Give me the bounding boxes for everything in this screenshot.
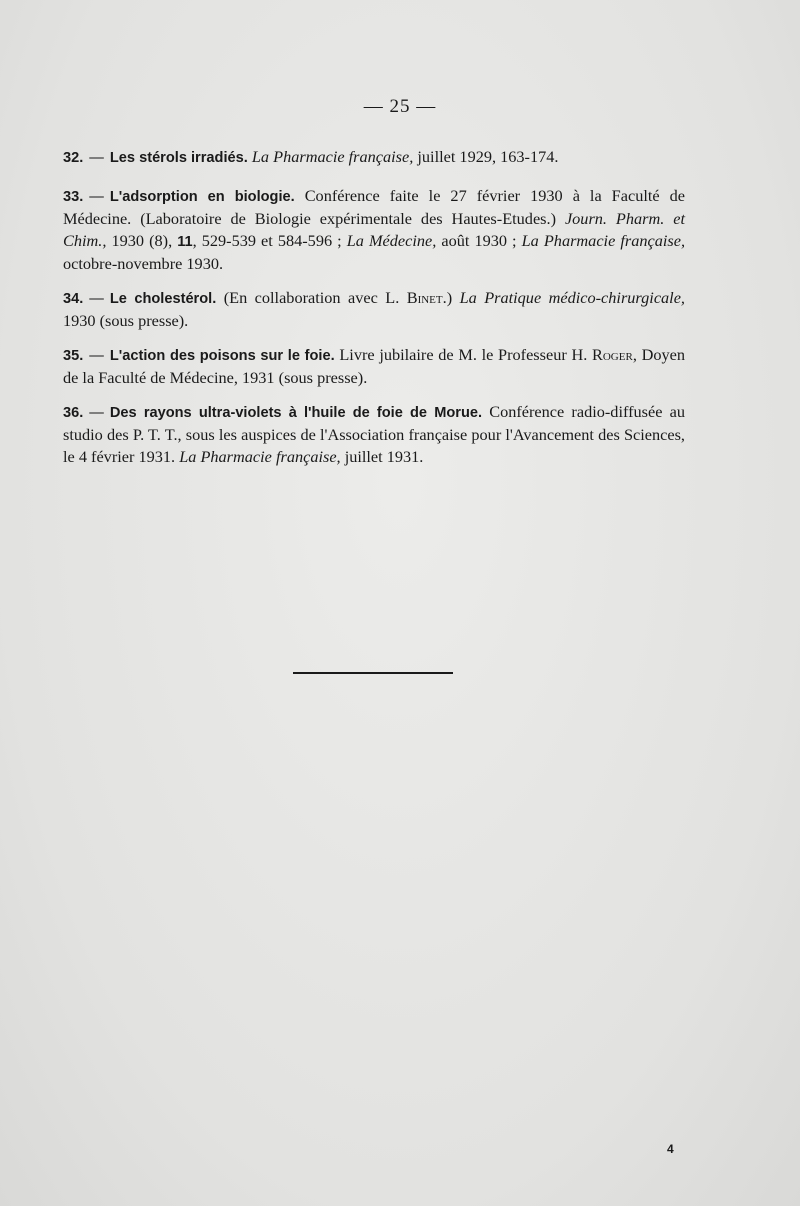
entry-dash: — bbox=[89, 150, 104, 166]
bibliography-entry bbox=[63, 344, 685, 389]
entry-title: L'adsorption en biologie. bbox=[109, 189, 295, 205]
entry-text: août 1930 ; bbox=[436, 231, 522, 250]
entry-number: 34. bbox=[63, 291, 84, 307]
bibliography-entry bbox=[63, 287, 685, 332]
bibliography-list bbox=[63, 146, 685, 480]
bibliography-entry bbox=[63, 185, 685, 275]
entry-dash: — bbox=[89, 189, 104, 205]
entry-title: Le cholestérol. bbox=[109, 291, 217, 307]
entry-title: Les stérols irradiés. bbox=[109, 150, 248, 166]
entry-text: juillet 1931. bbox=[340, 447, 424, 466]
signature-mark: 4 bbox=[667, 1142, 674, 1156]
entry-title: L'action des poisons sur le foie. bbox=[109, 348, 335, 364]
journal-name: La Pharmacie française, bbox=[179, 447, 341, 466]
entry-title: Des rayons ultra-violets à l'huile de foie de Morue. bbox=[109, 405, 483, 421]
journal-name: La Pharmacie française, bbox=[521, 231, 686, 250]
journal-name: La Pharmacie française, bbox=[251, 147, 414, 166]
entry-dash: — bbox=[89, 348, 104, 364]
entry-text: 1930 (8), bbox=[106, 231, 178, 250]
entry-text: Conférence faite le 27 février 1930 à la Faculté de Médecine. (Laboratoire de Biologie expérimentale des Hautes-Etudes.) bbox=[63, 186, 685, 228]
volume-number: 11 bbox=[177, 234, 193, 250]
journal-name: La Médecine, bbox=[346, 231, 437, 250]
entry-number: 35. bbox=[63, 348, 84, 364]
entry-dash: — bbox=[89, 405, 104, 421]
entry-text: juillet 1929, 163-174. bbox=[413, 147, 559, 166]
bibliography-entry bbox=[63, 401, 685, 468]
entry-number: 33. bbox=[63, 189, 84, 205]
bibliography-entry bbox=[63, 146, 685, 169]
journal-name: La Pratique médico-chirurgicale, bbox=[459, 288, 686, 307]
page-number: — 25 — bbox=[363, 96, 437, 117]
entry-dash: — bbox=[89, 291, 104, 307]
entry-text: octobre-novembre 1930. bbox=[63, 254, 224, 273]
entry-text: 1930 (sous presse). bbox=[63, 311, 189, 330]
entry-text: Livre jubilaire de M. le Professeur H. bbox=[334, 345, 592, 364]
entry-text: .) bbox=[442, 288, 460, 307]
entry-text: , 529-539 et 584-596 ; bbox=[192, 231, 347, 250]
entry-text: (En collaboration avec L. bbox=[216, 288, 407, 307]
entry-number: 32. bbox=[63, 150, 84, 166]
entry-text: , Doyen de la Faculté de Médecine, 1931 (sous presse). bbox=[63, 345, 685, 387]
entry-text: Conférence radio-diffusée au studio des P. T. T., sous les auspices de l'Association française pour l'Avancement des Sciences, le 4 février 1931. bbox=[63, 402, 685, 466]
journal-name: Journ. Pharm. et Chim., bbox=[63, 209, 685, 250]
section-divider bbox=[293, 672, 453, 674]
author-name: Binet bbox=[406, 288, 443, 307]
entry-number: 36. bbox=[63, 405, 84, 421]
author-name: Roger bbox=[592, 345, 633, 364]
